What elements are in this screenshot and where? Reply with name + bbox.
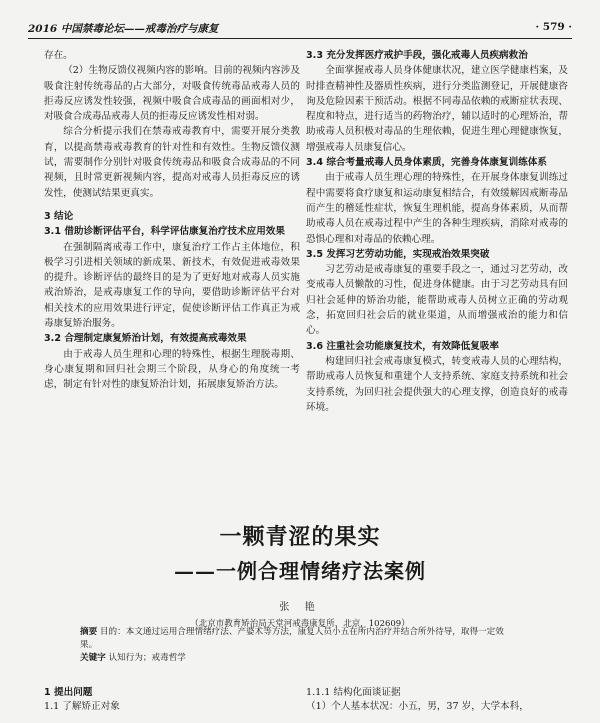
abstract-label: 摘要 [80, 627, 98, 637]
article-body-right [306, 686, 568, 714]
paragraph: （1）个人基本状况：小五，男，37 岁，大学本科， [306, 701, 529, 712]
running-header [28, 18, 572, 39]
author: 张 艳 [279, 602, 321, 613]
section-gap [44, 201, 300, 209]
right-column [306, 48, 568, 415]
paragraph: 1.1 了解矫正对象 [44, 701, 120, 712]
affiliation: （北京市教育矫治局天堂河戒毒康复所，北京，102609） [190, 619, 410, 629]
paragraph: 在强制隔离戒毒工作中，康复治疗工作占主体地位，积极学习引进相关领域的新成果、新技术，有效促进戒毒效果的提升。诊断评估的最终目的是为了更好地对戒毒人员实施戒治矫治，是戒毒康复工作的导向，要借助诊断评估平台对相关技术的应用效果进行评定，促使诊断评估工作真正为戒毒康复矫治服务。 [44, 241, 300, 330]
keywords-label: 关键字 [80, 653, 106, 663]
abstract [80, 626, 520, 665]
left-column [44, 48, 300, 393]
section-heading: 3.5 发挥习艺劳动功能，实现戒治效果突破 [306, 248, 490, 260]
section-heading: 1 提出问题 [44, 687, 93, 698]
section-heading: 3.6 注重社会功能康复技术，有效降低复吸率 [306, 340, 500, 352]
section-heading: 3 结论 [44, 210, 74, 222]
section-heading: 3.4 综合考量戒毒人员身体素质，完善身体康复训练体系 [306, 157, 547, 169]
paragraph: （2）生物反馈仪视频内容的影响。目前的视频内容涉及吸食注射传统毒品的占大部分，对吸食传统毒品戒毒人员的拒毒反应诱发性较强，视频中吸食合成毒品的画面相对少，对吸食合成毒品戒毒人员的拒毒反应诱发性相对弱。 [44, 65, 300, 123]
abstract-text: 目的：本文通过运用合理情绪疗法、产婆术等方法，康复人员小五在所内治疗并结合所外待导，取得一定效果。 [80, 627, 504, 650]
article-body-left [44, 686, 300, 714]
article-title: 一颗青涩的果实 [219, 524, 381, 550]
section-heading: 3.3 充分发挥医疗戒护手段，强化戒毒人员疾病救治 [306, 50, 528, 61]
section-heading: 3.1 借助诊断评估平台，科学评估康复治疗技术应用效果 [44, 226, 285, 238]
section-heading: 3.2 合理制定康复矫治计划，有效提高戒毒效果 [44, 333, 247, 345]
paragraph: 存在。 [44, 50, 73, 61]
paragraph: 综合分析提示我们在禁毒戒毒教育中，需要开展分类教育，以提高禁毒戒毒教育的针对性和有效性。生物反馈仪测试，需要制作分别针对吸食传统毒品和吸食合成毒品的不同视频，且时常更新视频内容，提高对戒毒人员拒毒反应的诱发性，使测试结果更真实。 [44, 126, 300, 199]
keywords-text: 认知行为；戒毒哲学 [108, 653, 186, 663]
paragraph: 习艺劳动是戒毒康复的重要手段之一，通过习艺劳动，改变戒毒人员懒散的习性，促进身体健康。由于习艺劳动具有回归社会延伸的矫治功能，能帮助戒毒人员树立正确的劳动观念，拓宽回归社会后的就业渠道，从而增强戒治的能力和信心。 [306, 264, 568, 337]
paragraph: 1.1.1 结构化面谈证据 [306, 687, 401, 698]
article-subtitle: ——一例合理情绪疗法案例 [174, 559, 426, 583]
paragraph: 由于戒毒人员生理心理的特殊性，在开展身体康复训练过程中需要将食疗康复和运动康复相结合，有效缓解因戒断毒品而产生的稽延性症状，恢复生理机能，提高身体素质，从而帮助戒毒人员在戒毒过程中产生的各种生理疾病，消除对戒毒的恐惧心理和对毒品的依赖心理。 [306, 172, 568, 245]
paragraph: 全面掌握戒毒人员身体健康状况，建立医学健康档案，及时排查精神性及器质性疾病，进行分类监测登记，开展健康咨询及危险因素干预活动。根据不同毒品依赖的戒断症状表现、程度和特点，进行适当的药物治疗，辅以适时的心理矫治，帮助戒毒人员积极对毒品的生理依赖，促进生理心理健康恢复，增强戒毒人员康复信心。 [306, 65, 568, 153]
journal-title: 2016 中国禁毒论坛——戒毒治疗与康复 [28, 23, 219, 35]
article-title-block [0, 520, 600, 629]
paragraph: 构建回归社会戒毒康复模式，转变戒毒人员的心理结构，帮助戒毒人员恢复和重建个人支持系统、家庭支持系统和社会支持系统，为回归社会提供强大的心理支撑，创造良好的戒毒环境。 [306, 355, 568, 413]
page-number: · 579 · [535, 21, 572, 33]
paragraph: 由于戒毒人员生理和心理的特殊性，根据生理脱毒期、身心康复期和回归社会期三个阶段，从身心的角度统一考虑，制定有针对性的康复矫治计划，拓展康复矫治方法。 [44, 348, 300, 391]
